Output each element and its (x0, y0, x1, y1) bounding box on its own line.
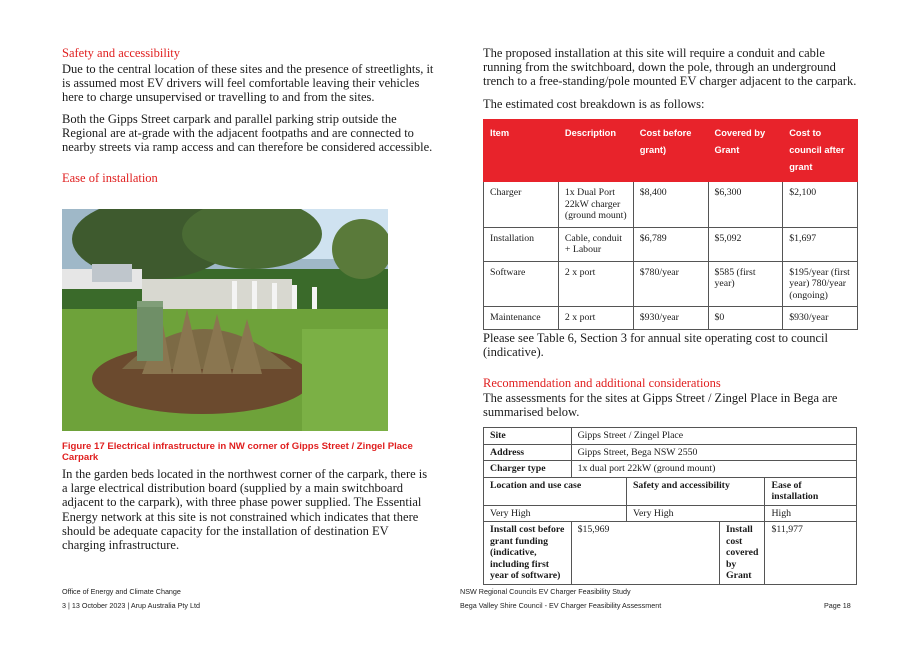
summary-row-charger (484, 461, 857, 478)
ease-heading: Ease of installation (62, 171, 158, 185)
ease-label: Ease of installation (771, 479, 819, 502)
footer-report: Bega Valley Shire Council - EV Charger Feasibility Assessment (460, 601, 662, 610)
location-value: Very High (484, 505, 627, 522)
cell: Cable, conduit + Labour (558, 227, 633, 261)
cell: $2,100 (783, 182, 858, 228)
safety-paragraph-2: Both the Gipps Street carpark and parallel parking strip outside the Regional are at-grade with the adjacent footpaths and are connected to nearby streets via ramp access and can therefore be considered accessible. (62, 112, 433, 155)
cell: $585 (first year) (708, 261, 783, 307)
cell: Installation (484, 227, 559, 261)
header-item: Item (484, 120, 559, 182)
summary-row-costs (484, 522, 857, 585)
summary-row-criteria-values (484, 505, 857, 522)
cell: 2 x port (558, 307, 633, 330)
cell: $930/year (633, 307, 708, 330)
site-label: Site (490, 430, 506, 441)
safety-value: Very High (626, 505, 764, 522)
summary-table (483, 427, 857, 585)
summary-row-criteria-labels (484, 477, 857, 505)
summary-row-address (484, 444, 857, 461)
charger-label: Charger type (490, 463, 546, 474)
covered-cost-value: $11,977 (765, 522, 857, 585)
body-paragraph: In the garden beds located in the northwest corner of the carpark, there is a large electrical distribution board (supplied by a main switchboard adjacent to the carpark), with three phase power supplied. The Essential Energy network at this site is not constrained which indicates that there should be adequate capacity for the installation of destination EV charging infrastructure. (62, 467, 428, 553)
header-cost-before: Cost before grant) (633, 120, 708, 182)
cell: $8,400 (633, 182, 708, 228)
summary-row-site (484, 428, 857, 445)
recommendation-paragraph: The assessments for the sites at Gipps Street / Zingel Place in Bega are summarised below. (483, 391, 838, 420)
cell: $0 (708, 307, 783, 330)
footer-study: NSW Regional Councils EV Charger Feasibility Study (460, 587, 631, 596)
safety-heading: Safety and accessibility (62, 46, 181, 60)
figure-caption: Figure 17 Electrical infrastructure in NW corner of Gipps Street / Zingel Place Carpark (62, 441, 413, 463)
table-row (484, 307, 858, 330)
table-row (484, 261, 858, 307)
recommendation-heading: Recommendation and additional considerations (483, 376, 721, 390)
cell: $5,092 (708, 227, 783, 261)
cell: $6,789 (633, 227, 708, 261)
ease-value: High (765, 505, 857, 522)
page-number: Page 18 (824, 601, 851, 610)
site-value: Gipps Street / Zingel Place (571, 428, 856, 445)
breakdown-paragraph: The estimated cost breakdown is as follows: (483, 97, 705, 111)
cell: Software (484, 261, 559, 307)
charger-value: 1x dual port 22kW (ground mount) (571, 461, 856, 478)
electrical-infrastructure-photo (62, 209, 388, 431)
safety-paragraph-1: Due to the central location of these sites and the presence of streetlights, it is assumed most EV drivers will feel comfortable leaving their vehicles here to charge unsupervised or travelling to and from the sites. (62, 62, 434, 105)
footer-org: Office of Energy and Climate Change (62, 587, 181, 596)
cell: $1,697 (783, 227, 858, 261)
header-covered: Covered by Grant (708, 120, 783, 182)
cell: Charger (484, 182, 559, 228)
cost-table-header (484, 120, 858, 182)
cell: $195/year (first year) 780/year (ongoing) (783, 261, 858, 307)
header-description: Description (558, 120, 633, 182)
cell: Maintenance (484, 307, 559, 330)
cell: $930/year (783, 307, 858, 330)
location-label: Location and use case (490, 479, 582, 491)
table-row (484, 182, 858, 228)
cell: $6,300 (708, 182, 783, 228)
cell: 1x Dual Port 22kW charger (ground mount) (558, 182, 633, 228)
address-label: Address (490, 446, 525, 458)
header-cost-after: Cost to council after grant (783, 120, 858, 182)
table-row (484, 227, 858, 261)
safety-label: Safety and accessibility (632, 479, 730, 491)
cost-table (483, 119, 858, 330)
see-table-paragraph: Please see Table 6, Section 3 for annual site operating cost to council (indicative). (483, 331, 828, 360)
install-cost-label: Install cost before grant funding (indicative, including first year of software) (490, 524, 565, 581)
cell: 2 x port (558, 261, 633, 307)
cell: $780/year (633, 261, 708, 307)
covered-cost-label: Install cost covered by Grant (725, 524, 759, 581)
intro-paragraph: The proposed installation at this site will require a conduit and cable running from the switchboard, down the pole, through an underground trench to a free-standing/pole mounted EV charger adjacent to the carpark. (483, 46, 857, 89)
install-cost-value: $15,969 (571, 522, 719, 585)
address-value: Gipps Street, Bega NSW 2550 (571, 444, 856, 461)
footer-date: 3 | 13 October 2023 | Arup Australia Pty Ltd (62, 601, 200, 610)
